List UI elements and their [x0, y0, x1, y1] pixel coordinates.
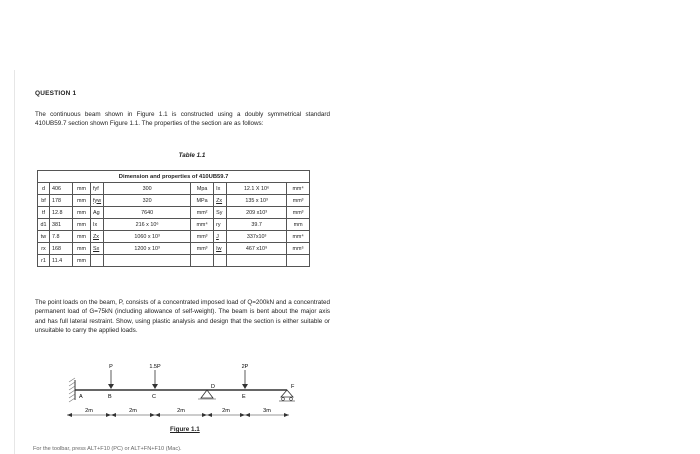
table-cell: Ix	[214, 183, 227, 195]
table-cell: d1	[38, 219, 50, 231]
table-cell: Sy	[214, 207, 227, 219]
table-cell: 216 x 10⁶	[104, 219, 191, 231]
table-cell: d	[38, 183, 50, 195]
table-cell: mm⁴	[287, 183, 310, 195]
table-cell: 209 x10³	[227, 207, 287, 219]
point-label-d: D	[211, 384, 215, 390]
table-row	[38, 195, 310, 207]
table-cell	[287, 255, 310, 267]
table-cell: J	[214, 231, 227, 243]
table-header: Dimension and properties of 410UB59.7	[38, 171, 310, 183]
table-cell: 320	[104, 195, 191, 207]
table-cell	[227, 255, 287, 267]
table-row	[38, 255, 310, 267]
body-paragraph: The point loads on the beam, P, consists of a concentrated imposed load of Q=200kN and a concentrated permanent load of G=75kN (including allowance of self-weight). The beam is bent about the major axis and has full lateral restraint. Show, using plastic analysis and design that the section is either suitable or unsuitable to carry the applied loads.	[35, 299, 330, 334]
table-row	[38, 243, 310, 255]
table-cell: mm	[73, 183, 91, 195]
table-cell: 1200 x 10³	[104, 243, 191, 255]
point-label-e: E	[242, 394, 246, 400]
point-label-c: C	[152, 394, 156, 400]
figure-caption: Figure 1.1	[170, 426, 200, 433]
table-cell: mm	[73, 231, 91, 243]
table-cell: Ag	[91, 207, 104, 219]
table-cell: 7.8	[50, 231, 73, 243]
table-cell: mm³	[191, 243, 214, 255]
roller-support-f	[279, 390, 295, 401]
table-cell: Zx	[91, 231, 104, 243]
table-cell: Sx	[91, 243, 104, 255]
table-cell: 7640	[104, 207, 191, 219]
span-label-de: 2m	[222, 408, 230, 414]
table-cell	[214, 255, 227, 267]
table-cell: 1060 x 10³	[104, 231, 191, 243]
table-cell: MPa	[191, 195, 214, 207]
table-row	[38, 231, 310, 243]
intro-paragraph: The continuous beam shown in Figure 1.1 is constructed using a doubly symmetrical standard 410UB59.7 section shown Figure 1.1. The properties of the section are as follows:	[35, 111, 330, 128]
question-heading: QUESTION 1	[35, 90, 77, 97]
table-cell: 337x10³	[227, 231, 287, 243]
table-cell: mm⁴	[191, 219, 214, 231]
table-cell: mm³	[287, 207, 310, 219]
table-caption: Table 1.1	[178, 152, 206, 159]
span-label-cd: 2m	[177, 408, 185, 414]
span-label-bc: 2m	[129, 408, 137, 414]
table-cell: 300	[104, 183, 191, 195]
table-cell: mm	[73, 195, 91, 207]
point-label-f: F	[291, 384, 295, 390]
table-cell	[104, 255, 191, 267]
table-cell: mm	[73, 255, 91, 267]
table-cell: 135 x 10³	[227, 195, 287, 207]
table-cell: mm	[73, 243, 91, 255]
load-arrow-p	[108, 370, 114, 389]
span-label-ab: 2m	[85, 408, 93, 414]
table-cell: Mpa	[191, 183, 214, 195]
table-cell: fyw	[91, 195, 104, 207]
table-header-row	[38, 171, 310, 183]
table-cell: rx	[38, 243, 50, 255]
table-cell: tf	[38, 207, 50, 219]
table-cell: bf	[38, 195, 50, 207]
table-cell: mm³	[287, 195, 310, 207]
load-label-2p: 2P	[241, 364, 249, 370]
toolbar-hint: For the toolbar, press ALT+F10 (PC) or ALT+FN+F10 (Mac).	[33, 446, 182, 452]
table-cell: mm²	[191, 207, 214, 219]
span-labels	[85, 408, 271, 414]
fixed-support-hatch	[69, 378, 75, 402]
load-arrow-2p	[242, 370, 248, 389]
span-label-ef: 3m	[263, 408, 271, 414]
table-cell: mm⁴	[287, 231, 310, 243]
load-label-1-5p: 1.5P	[149, 364, 161, 370]
table-cell: fyf	[91, 183, 104, 195]
table-cell: 12.1 X 10⁶	[227, 183, 287, 195]
table-cell: mm	[73, 207, 91, 219]
table-cell: Zx	[214, 195, 227, 207]
table-cell: mm	[73, 219, 91, 231]
beam-diagram	[55, 360, 315, 430]
table-cell: tw	[38, 231, 50, 243]
table-row	[38, 207, 310, 219]
table-cell: r1	[38, 255, 50, 267]
table-cell: ry	[214, 219, 227, 231]
pin-support-d	[198, 390, 216, 399]
table-cell	[91, 255, 104, 267]
table-cell: 12.8	[50, 207, 73, 219]
properties-table	[37, 170, 310, 267]
load-arrow-1-5p	[152, 370, 158, 389]
table-cell: Ix	[91, 219, 104, 231]
table-cell: 178	[50, 195, 73, 207]
table-cell: 168	[50, 243, 73, 255]
top-blank-area	[0, 0, 700, 70]
point-label-b: B	[108, 394, 112, 400]
table-cell: 467 x10⁹	[227, 243, 287, 255]
table-row	[38, 183, 310, 195]
table-row	[38, 219, 310, 231]
table-cell: mm⁶	[287, 243, 310, 255]
point-label-a: A	[79, 394, 83, 400]
table-cell: 406	[50, 183, 73, 195]
table-cell: 39.7	[227, 219, 287, 231]
table-cell: 11.4	[50, 255, 73, 267]
table-cell: mm³	[191, 231, 214, 243]
table-cell: 381	[50, 219, 73, 231]
load-label-p: P	[109, 364, 113, 370]
table-cell: mm	[287, 219, 310, 231]
table-cell: Iw	[214, 243, 227, 255]
table-cell	[191, 255, 214, 267]
